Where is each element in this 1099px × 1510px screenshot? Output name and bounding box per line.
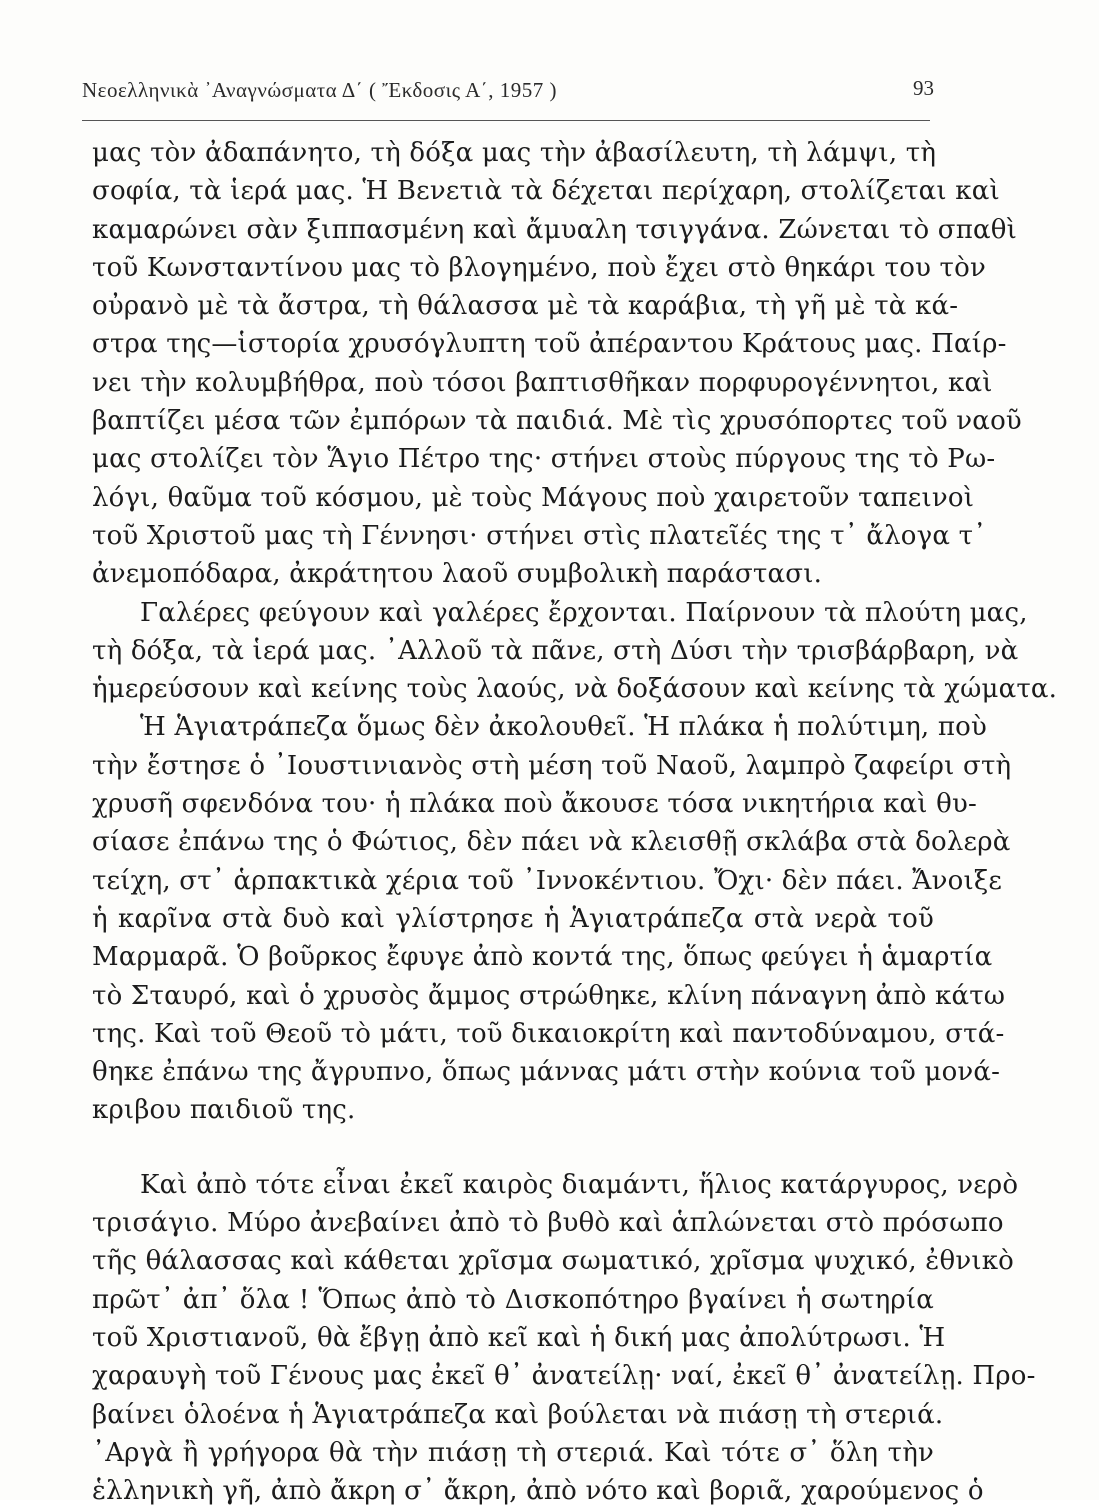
text-line: τὴν ἔστησε ὁ ᾿Ιουστινιανὸς στὴ μέση τοῦ Ναοῦ, λαμπρὸ ζαφείρι στὴ [92, 750, 1012, 781]
paragraph-4 [92, 1166, 1036, 1510]
text-line: στρα της—ἱστορία χρυσόγλυπτη τοῦ ἀπέραντου Κράτους μας. Παίρ- [92, 329, 1007, 360]
text-line: σοφία, τὰ ἱερά μας. Ἡ Βενετιὰ τὰ δέχεται περίχαρη, στολίζεται καὶ [92, 176, 1000, 207]
text-line: Μαρμαρᾶ. Ὁ βοῦρκος ἔφυγε ἀπὸ κοντά της, ὅπως φεύγει ἡ ἁμαρτία [92, 942, 993, 973]
text-line: λόγι, θαῦμα τοῦ κόσμου, μὲ τοὺς Μάγους ποὺ χαιρετοῦν ταπεινοὶ [92, 482, 975, 513]
page-number: 93 [913, 76, 934, 100]
text-line: νει τὴν κολυμβήθρα, ποὺ τόσοι βαπτισθῆκαν πορφυρογέννητοι, καὶ [92, 367, 993, 398]
text-line: ἡ καρῖνα στὰ δυὸ καὶ γλίστρησε ἡ Ἁγιατράπεζα στὰ νερὰ τοῦ [92, 903, 934, 934]
text-line: της. Καὶ τοῦ Θεοῦ τὸ μάτι, τοῦ δικαιοκρίτη καὶ παντοδύναμου, στά- [92, 1018, 1005, 1049]
text-line: μας τὸν ἀδαπάνητο, τὴ δόξα μας τὴν ἀβασίλευτη, τὴ λάμψι, τὴ [92, 138, 937, 168]
text-line: ἡμερεύσουν καὶ κείνης τοὺς λαούς, νὰ δοξάσουν καὶ κείνης τὰ χώματα. [92, 674, 1058, 705]
header-rule [82, 120, 930, 121]
text-line: Ἡ Ἁγιατράπεζα ὅμως δὲν ἀκολουθεῖ. Ἡ πλάκα ἡ πολύτιμη, ποὺ [140, 712, 987, 743]
text-line: βαπτίζει μέσα τῶν ἐμπόρων τὰ παιδιά. Μὲ τὶς χρυσόπορτες τοῦ ναοῦ [92, 406, 1022, 437]
text-line: πρῶτ᾿ ἀπ᾿ ὅλα ! Ὅπως ἀπὸ τὸ Δισκοπότηρο βγαίνει ἡ σωτηρία [92, 1284, 934, 1315]
text-line: τὸ Σταυρό, καὶ ὁ χρυσὸς ἄμμος στρώθηκε, κλίνη πάναγνη ἀπὸ κάτω [92, 980, 1006, 1011]
text-line: κριβου παιδιοῦ της. [92, 1095, 356, 1126]
text-line: τῆς θάλασσας καὶ κάθεται χρῖσμα σωματικό, χρῖσμα ψυχικό, ἐθνικὸ [92, 1246, 1015, 1277]
text-line: μας στολίζει τὸν Ἅγιο Πέτρο της· στήνει στοὺς πύργους της τὸ Ρω- [92, 444, 996, 475]
running-header [82, 74, 934, 110]
paragraph-2 [92, 594, 1058, 709]
text-line: ἀνεμοπόδαρα, ἀκράτητου λαοῦ συμβολικὴ παράστασι. [92, 559, 823, 590]
text-line: Καὶ ἀπὸ τότε εἶναι ἐκεῖ καιρὸς διαμάντι, ἥλιος κατάργυρος, νερὸ [140, 1169, 1019, 1200]
text-line: οὐρανὸ μὲ τὰ ἄστρα, τὴ θάλασσα μὲ τὰ καράβια, τὴ γῆ μὲ τὰ κά- [92, 291, 959, 322]
text-line: τὴ δόξα, τὰ ἱερά μας. ᾿Αλλοῦ τὰ πᾶνε, στὴ Δύσι τὴν τρισβάρβαρη, νὰ [92, 635, 1019, 666]
section-gap [92, 1130, 934, 1166]
text-line: τοῦ Χριστιανοῦ, θὰ ἔβγῃ ἀπὸ κεῖ καὶ ἡ δική μας ἀπολύτρωσι. Ἡ [92, 1322, 946, 1353]
text-line: τρισάγιο. Μύρο ἀνεβαίνει ἀπὸ τὸ βυθὸ καὶ ἁπλώνεται στὸ πρόσωπο [92, 1208, 1004, 1239]
body-text [92, 134, 1058, 1510]
text-line: τοῦ Κωνσταντίνου μας τὸ βλογημένο, ποὺ ἔχει στὸ θηκάρι του τὸν [92, 252, 986, 283]
text-line: θηκε ἐπάνω της ἄγρυπνο, ὅπως μάννας μάτι στὴν κούνια τοῦ μονά- [92, 1057, 1001, 1088]
text-line: ἑλληνικὴ γῆ, ἀπὸ ἄκρη σ᾿ ἄκρη, ἀπὸ νότο καὶ βοριᾶ, χαρούμενος ὁ [92, 1476, 984, 1507]
text-line: βαίνει ὁλοένα ἡ Ἁγιατράπεζα καὶ βούλεται νὰ πιάσῃ τὴ στεριά. [92, 1399, 944, 1430]
text-line: καμαρώνει σὰν ξιππασμένη καὶ ἄμυαλη τσιγγάνα. Ζώνεται τὸ σπαθὶ [92, 214, 1018, 245]
paragraph-1 [92, 134, 1022, 594]
text-line: χρυσῆ σφενδόνα του· ἡ πλάκα ποὺ ἄκουσε τόσα νικητήρια καὶ θυ- [92, 789, 977, 820]
text-line: σίασε ἐπάνω της ὁ Φώτιος, δὲν πάει νὰ κλεισθῇ σκλάβα στὰ δολερὰ [92, 827, 1011, 858]
text-line: χαραυγὴ τοῦ Γένους μας ἐκεῖ θ᾿ ἀνατείλῃ· ναί, ἐκεῖ θ᾿ ἀνατείλῃ. Προ- [92, 1361, 1036, 1392]
text-line: Γαλέρες φεύγουν καὶ γαλέρες ἔρχονται. Παίρνουν τὰ πλούτη μας, [140, 597, 1028, 628]
running-title: Νεοελληνικὰ ᾿Αναγνώσματα Δ΄ ( Ἔκδοσις Α΄, 1957 ) [82, 78, 558, 102]
text-line: τείχη, στ᾿ ἁρπακτικὰ χέρια τοῦ ᾿Ιννοκέντιου. Ὄχι· δὲν πάει. Ἄνοιξε [92, 865, 1003, 896]
paragraph-3 [92, 708, 1012, 1129]
text-line: τοῦ Χριστοῦ μας τὴ Γέννησι· στήνει στὶς πλατεῖές της τ᾿ ἄλογα τ᾿ [92, 520, 987, 551]
text-line: ᾿Αργὰ ἢ γρήγορα θὰ τὴν πιάσῃ τὴ στεριά. Καὶ τότε σ᾿ ὅλη τὴν [92, 1437, 934, 1468]
